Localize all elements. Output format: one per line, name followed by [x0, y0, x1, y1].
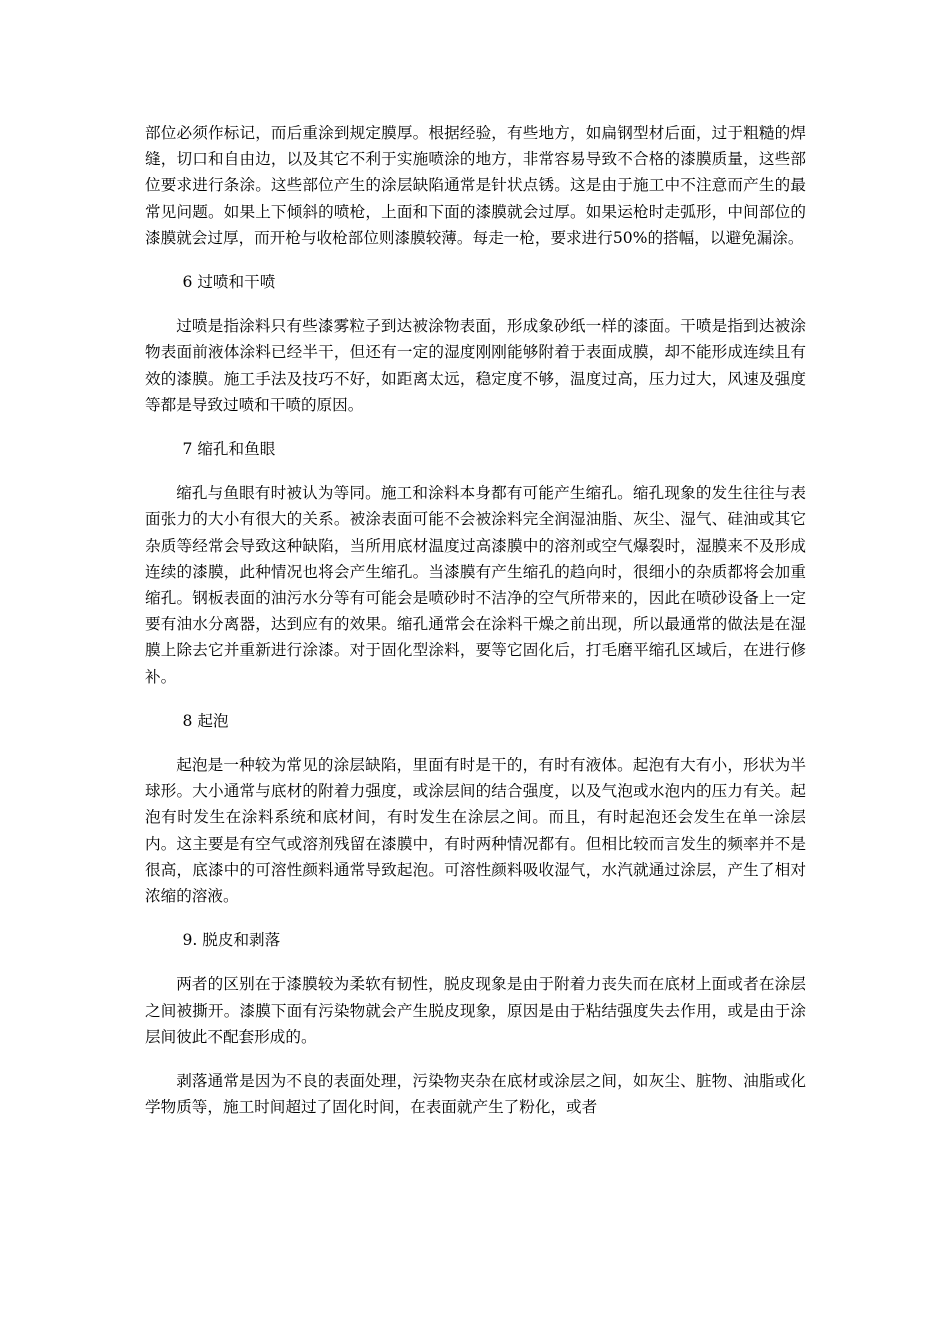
paragraph-cratering: 缩孔与鱼眼有时被认为等同。施工和涂料本身都有可能产生缩孔。缩孔现象的发生往往与表面张力的大小有很大的关系。被涂表面可能不会被涂料完全润湿油脂、灰尘、湿气、硅油或其它杂质等经常会导致这种缺陷，当所用底材温度过高漆膜中的溶剂或空气爆裂时，湿膜来不及形成连续的漆膜，此种情况也将会产生缩孔。当漆膜有产生缩孔的趋向时，很细小的杂质都将会加重缩孔。钢板表面的油污水分等有可能会是喷砂时不洁净的空气所带来的，因此在喷砂设备上一定要有油水分离器，达到应有的效果。缩孔通常会在涂料干燥之前出现，所以最通常的做法是在湿膜上除去它并重新进行涂漆。对于固化型涂料，要等它固化后，打毛磨平缩孔区域后，在进行修补。: [145, 484, 806, 686]
section-heading-7: 7 缩孔和鱼眼: [182, 440, 276, 459]
spacer: [145, 953, 806, 971]
paragraph-continuation: 部位必须作标记，而后重涂到规定膜厚。根据经验，有些地方，如扁钢型材后面，过于粗糙的焊缝，切口和自由边，以及其它不利于实施喷涂的地方，非常容易导致不合格的漆膜质量，这些部位要求进行条涂。这些部位产生的涂层缺陷通常是针状点锈。这是由于施工中不注意而产生的最常见问题。如果上下倾斜的喷枪，上面和下面的漆膜就会过厚。如果运枪时走弧形，中间部位的漆膜就会过厚，而开枪与收枪部位则漆膜较薄。每走一枪，要求进行50%的搭幅，以避免漏涂。: [145, 124, 806, 247]
spacer: [145, 1050, 806, 1068]
paragraph-peeling: 两者的区别在于漆膜较为柔软有韧性，脱皮现象是由于附着力丧失而在底材上面或者在涂层之间被撕开。漆膜下面有污染物就会产生脱皮现象，原因是由于粘结强度失去作用，或是由于涂层间彼此不配套形成的。: [145, 975, 806, 1046]
spacer: [145, 251, 806, 269]
spacer: [145, 734, 806, 752]
section-heading-8: 8 起泡: [182, 711, 229, 730]
spacer: [145, 295, 806, 313]
paragraph-overspray: 过喷是指涂料只有些漆雾粒子到达被涂物表面，形成象砂纸一样的漆面。干喷是指到达被涂物表面前液体涂料已经半干，但还有一定的湿度刚刚能够附着于表面成膜，却不能形成连续且有效的漆膜。施工手法及技巧不好，如距离太远，稳定度不够，温度过高，压力过大，风速及强度等都是导致过喷和干喷的原因。: [145, 317, 806, 414]
section-heading-9: 9. 脱皮和剥落: [182, 931, 281, 950]
spacer: [145, 690, 806, 708]
section-heading-6: 6 过喷和干喷: [182, 273, 276, 292]
document-page: [145, 120, 806, 1121]
paragraph-flaking: 剥落通常是因为不良的表面处理，污染物夹杂在底材或涂层之间，如灰尘、脏物、油脂或化学物质等，施工时间超过了固化时间，在表面就产生了粉化，或者: [145, 1072, 806, 1117]
spacer: [145, 909, 806, 927]
paragraph-blistering: 起泡是一种较为常见的涂层缺陷，里面有时是干的，有时有液体。起泡有大有小，形状为半球形。大小通常与底材的附着力强度，或涂层间的结合强度，以及气泡或水泡内的压力有关。起泡有时发生在涂料系统和底材间，有时发生在涂层之间。而且，有时起泡还会发生在单一涂层内。这主要是有空气或溶剂残留在漆膜中，有时两种情况都有。但相比较而言发生的频率并不是很高，底漆中的可溶性颜料通常导致起泡。可溶性颜料吸收湿气，水汽就通过涂层，产生了相对浓缩的溶液。: [145, 756, 806, 906]
spacer: [145, 462, 806, 480]
spacer: [145, 418, 806, 436]
